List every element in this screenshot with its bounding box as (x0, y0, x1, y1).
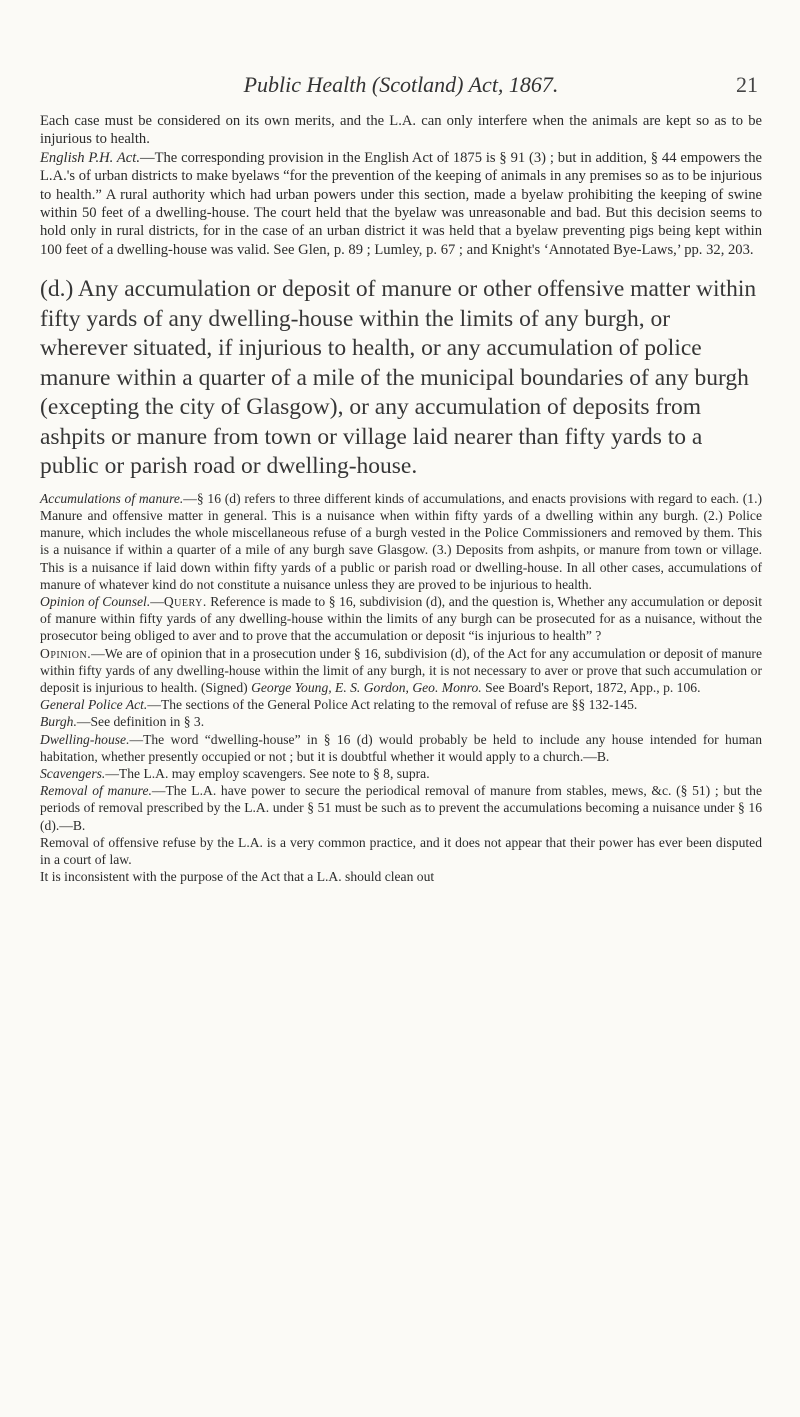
note-heading: Burgh. (40, 714, 77, 730)
note-dwelling-house (40, 731, 762, 765)
note-removal-of-manure (40, 782, 762, 834)
note-text: —We are of opinion that in a prosecution under § 16, subdivision (d), of the Act for any accumulation or deposit of manure within fifty yards of any dwelling-house within the limit of any burgh, it is not necessary to aver or prove that such accumulation or deposit is injurious to health. (Signed) (40, 645, 762, 695)
note-opinion (40, 645, 762, 697)
note-inconsistent: It is inconsistent with the purpose of the Act that a L.A. should clean out (40, 869, 435, 885)
running-title: Public Health (Scotland) Act, 1867. (243, 72, 559, 97)
note-text: —The sections of the General Police Act relating to the removal of refuse are §§ 132-145. (147, 697, 638, 713)
intro-paragraph: Each case must be considered on its own merits, and the L.A. can only interfere when the animals are kept so as to be injurious to health. (40, 113, 762, 148)
query-label: Query. (163, 593, 207, 609)
note-text: —§ 16 (d) refers to three different kinds of accumulations, and enacts provisions with regard to each. (1.) Manure and offensive matter in general. This is a nuisance when within fifty yards of a dwelling within any burgh. (2.) Police manure, which includes the whole miscellaneous refuse of a burgh vested in the Police Commissioners and removed by them. This is a nuisance if within a quarter of a mile of any burgh save Glasgow. (3.) Deposits from ashpits, or manure from town or village. This is a nuisance if laid down within fifty yards of a public or parish road or dwelling-house. In all other cases, accumulations of manure of whatever kind do not constitute a nuisance unless they are proved to be injurious to health. (40, 490, 762, 592)
note-text: —The L.A. have power to secure the periodical removal of manure from stables, mews, &c. (§ 51) ; but the periods of removal prescribed by the L.A. under § 51 must be such as to prevent the accumulations becoming a nuisance under § 16 (d).—B. (40, 783, 762, 833)
note-opinion-of-counsel: Opinion of Counsel.—Query. Reference is made to § 16, subdivision (d), and the question is, Whether any accumulation or deposit of manure within fifty yards of any dwelling-house within the limits of any burgh can be prosecuted for as a nuisance, without the prosecutor being obliged to aver and to prove that the accumulation or deposit “is injurious to health” ? (40, 593, 762, 644)
intro-section (40, 112, 762, 259)
annotation-notes (40, 490, 762, 886)
english-act-paragraph (40, 149, 762, 259)
note-heading: Accumulations of manure. (40, 490, 184, 506)
note-removal-of-refuse: Removal of offensive refuse by the L.A. is a very common practice, and it does not appear that their power has ever been disputed in a court of law. (40, 834, 762, 868)
english-act-text: —The corresponding provision in the English Act of 1875 is § 91 (3) ; but in addition, § 44 empowers the L.A.'s of urban districts to make byelaws “for the prevention of the keeping of animals in any premises so as to be injurious to health.” A rural authority which had urban powers under this section, made a byelaw prohibiting the keeping of swine within 50 feet of a dwelling-house. The court held that the byelaw was unreasonable and bad. But this decision seems to hold only in rural districts, for in the case of an urban district it was held that a byelaw preventing pigs being kept within 100 feet of a dwelling-house was valid. See Glen, p. 89 ; Lumley, p. 67 ; and Knight's ‘Annotated Bye-Laws,’ pp. 32, 203. (40, 149, 763, 258)
note-accumulations (40, 490, 762, 593)
statute-subsection-d: (d.) Any accumulation or deposit of manure or other offensive matter within fifty yards of any dwelling-house within the limits of any burgh, or wherever situated, if injurious to health, or any accumulation of police manure within a quarter of a mile of the municipal boundaries of any burgh (excepting the city of Glasgow), or any accumulation of deposits from ashpits or manure from town or village laid nearer than fifty yards to a public or parish road or dwelling-house. (40, 276, 757, 480)
note-text: —The L.A. may employ scavengers. See note to § 8, supra. (105, 766, 430, 781)
opinion-label: Opinion. (40, 645, 92, 661)
note-text: —See definition in § 3. (76, 714, 205, 730)
note-reference: See Board's Report, 1872, App., p. 106. (481, 679, 701, 695)
note-heading: Dwelling-house. (40, 731, 130, 747)
body-text (40, 112, 762, 885)
note-heading: Scavengers. (40, 766, 106, 781)
page-number: 21 (736, 72, 758, 97)
note-burgh (40, 713, 762, 730)
running-head (40, 50, 762, 110)
note-heading: Opinion of Counsel. (40, 593, 151, 609)
note-text: —The word “dwelling-house” in § 16 (d) would probably be held to include any house intended for human habitation, whether presently occupied or not ; but it is doubtful whether it would apply to a church.—B. (40, 731, 762, 764)
note-heading: General Police Act. (40, 697, 148, 713)
note-general-police-act (40, 696, 762, 713)
signers: George Young, E. S. Gordon, Geo. Monro. (251, 679, 482, 695)
note-heading: Removal of manure. (40, 783, 152, 799)
note-scavengers (40, 765, 762, 782)
note-text: Reference is made to § 16, subdivision (d), and the question is, Whether any accumulation or deposit of manure within fifty yards of any dwelling-house within the limits of any burgh can be prosecuted for as a nuisance, without the prosecutor being obliged to aver and to prove that the accumulation or deposit “is injurious to health” ? (40, 593, 762, 644)
english-act-heading: English P.H. Act. (40, 149, 140, 166)
